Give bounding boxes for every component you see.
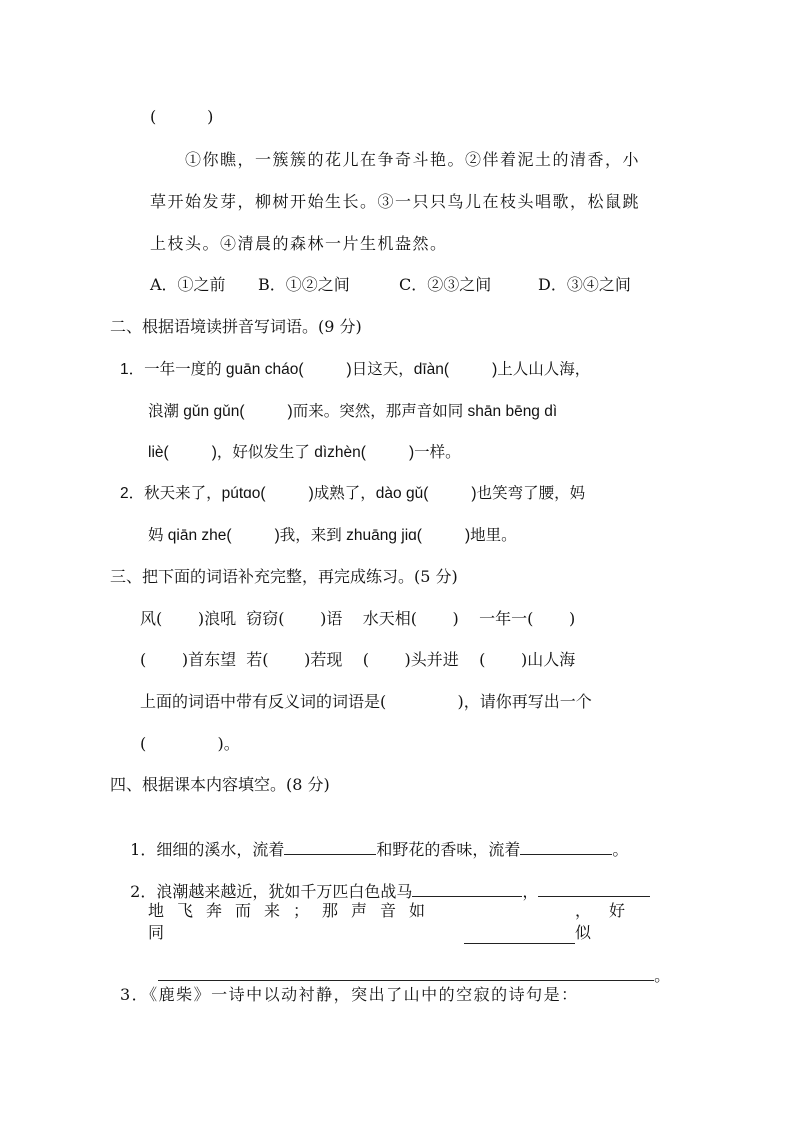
fill-item-2-line-2-text-a: 地飞奔而来；那声音如同 <box>148 901 439 942</box>
fill-item-3: 3．《鹿柴》一诗中以动衬静，突出了山中的空寂的诗句是： <box>120 985 579 1004</box>
option-a[interactable]: A．①之前 <box>150 275 226 294</box>
fill-blank[interactable] <box>412 880 522 897</box>
answer-paren[interactable]: ( ) <box>150 107 214 126</box>
fill-blank[interactable] <box>538 880 650 897</box>
fill-item-2-text-a: 2．浪潮越来越近，犹如千万匹白色战马 <box>130 882 413 901</box>
sec2-line-5: 妈 qiān zhe( )我，来到 zhuāng jiɑ( )地里。 <box>148 527 517 544</box>
fill-item-2-line-2-text-b: ，好似 <box>574 901 643 942</box>
fill-item-1 <box>120 816 628 861</box>
fill-item-1-text-c: 。 <box>612 840 629 859</box>
passage-line-3: 上枝头。④清晨的森林一片生机盎然。 <box>150 234 448 253</box>
fill-item-2-line-1 <box>120 858 650 903</box>
section-3-heading: 三、把下面的词语补充完整，再完成练习。(5 分) <box>110 567 458 586</box>
antonym-question[interactable]: 上面的词语中带有反义词的词语是( )，请你再写出一个 <box>140 692 592 711</box>
sec2-line-4: 2．秋天来了，pútɑo( )成熟了，dào gǔ( )也笑弯了腰，妈 <box>120 485 586 502</box>
fill-item-1-text-b: 和野花的香味，流着 <box>376 840 521 859</box>
passage-line-1: ①你瞧，一簇簇的花儿在争奇斗艳。②伴着泥土的清香，小 <box>185 150 641 169</box>
fill-blank[interactable] <box>520 838 612 855</box>
fill-item-2-line-3-end: 。 <box>654 966 671 985</box>
option-d[interactable]: D．③④之间 <box>538 275 631 294</box>
fill-blank[interactable] <box>284 838 376 855</box>
section-2-heading: 二、根据语境读拼音写词语。(9 分) <box>110 317 362 336</box>
idiom-row-2[interactable]: ( )首东望 若( )若现 ( )头并进 ( )山人海 <box>140 650 576 669</box>
option-b[interactable]: B．①②之间 <box>258 275 350 294</box>
passage-line-2: 草开始发芽，柳树开始生长。③一只只鸟儿在枝头唱歌，松鼠跳 <box>150 192 641 211</box>
fill-item-2-text-b: ， <box>522 882 539 901</box>
fill-item-1-text-a: 1．细细的溪水，流着 <box>130 840 285 859</box>
section-4-heading: 四、根据课本内容填空。(8 分) <box>110 775 330 794</box>
fill-item-2-line-3 <box>148 942 670 987</box>
idiom-row-1[interactable]: 风( )浪吼 窃窃( )语 水天相( ) 一年一( ) <box>140 609 576 628</box>
option-c[interactable]: C．②③之间 <box>399 275 492 294</box>
sec2-line-3: liè( )，好似发生了 dìzhèn( )一样。 <box>148 444 461 461</box>
sec2-line-2: 浪潮 gǔn gǔn( )而来。突然，那声音如同 shān bēng dì <box>148 403 558 420</box>
antonym-extra[interactable]: ( )。 <box>140 734 240 753</box>
fill-blank[interactable] <box>158 964 654 981</box>
sec2-line-1: 1．一年一度的 guān cháo( )日这天，dīàn( )上人山人海， <box>120 361 591 378</box>
fill-item-2-line-2 <box>148 900 676 944</box>
